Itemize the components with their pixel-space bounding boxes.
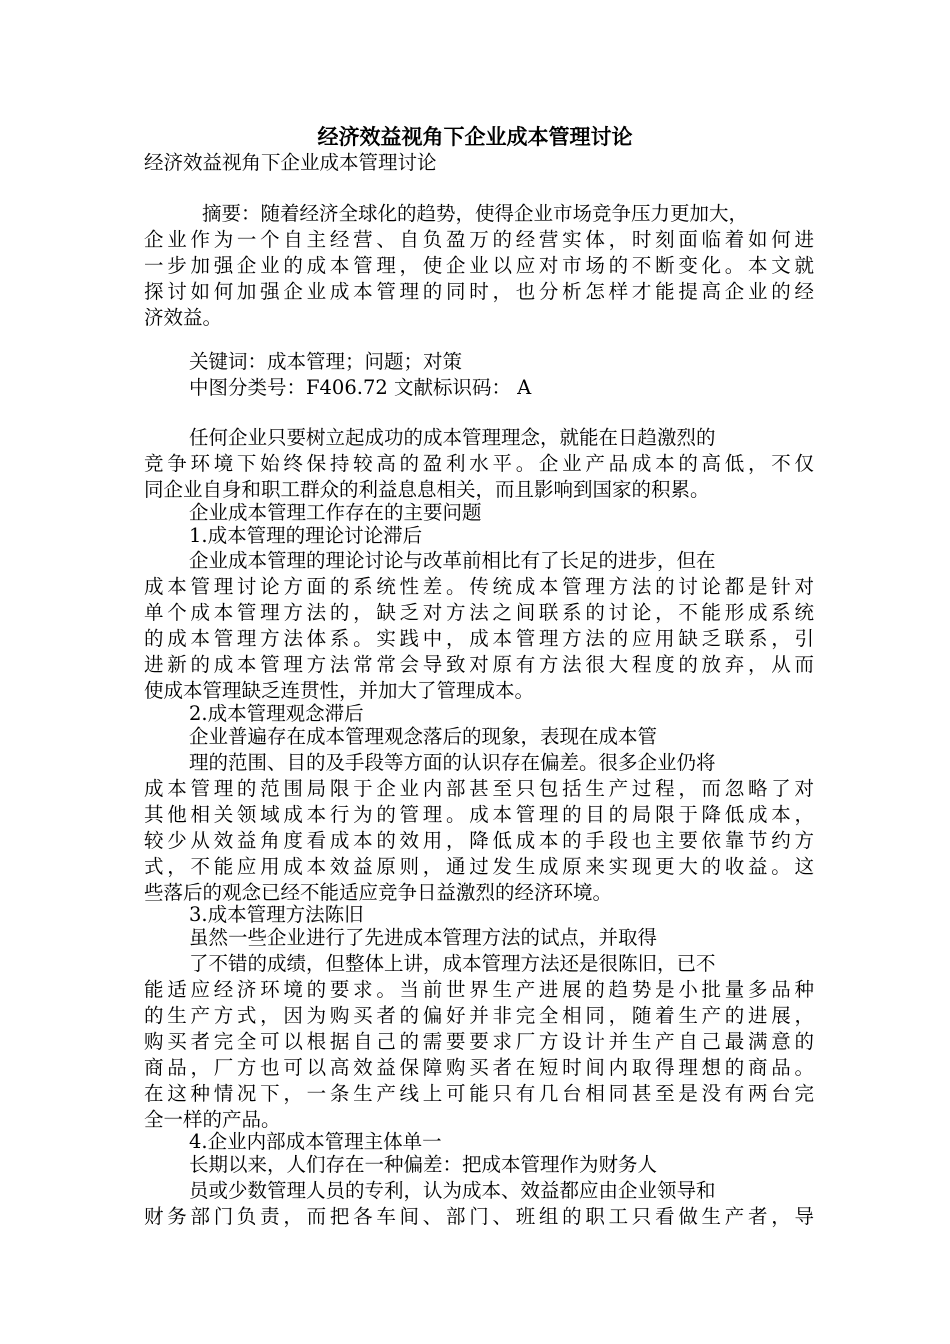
body-line: 在这种情况下，一条生产线上可能只有几台相同甚至是没有两台完 xyxy=(144,1082,814,1105)
body-line: 购买者完全可以根据自己的需要要求厂方设计并生产自己最满意的 xyxy=(144,1030,814,1053)
body-line: 财务部门负责，而把各车间、部门、班组的职工只看做生产者，导 xyxy=(144,1205,814,1228)
body-line: 单个成本管理方法的，缺乏对方法之间联系的讨论，不能形成系统 xyxy=(144,601,814,624)
body-line: 同企业自身和职工群众的利益息息相关，而且影响到国家的积累。 xyxy=(144,478,710,501)
subtitle-line: 经济效益视角下企业成本管理讨论 xyxy=(144,151,437,174)
body-line: 理的范围、目的及手段等方面的认识存在偏差。很多企业仍将 xyxy=(189,751,716,774)
abstract-line: 企业作为一个自主经营、自负盈万的经营实体，时刻面临着如何进 xyxy=(144,228,814,251)
classification-line: 中图分类号：F406.72 文献标识码： A xyxy=(189,376,532,399)
section-heading: 1.成本管理的理论讨论滞后 xyxy=(189,524,423,547)
body-line: 任何企业只要树立起成功的成本管理理念，就能在日趋激烈的 xyxy=(189,426,716,449)
body-line: 的生产方式，因为购买者的偏好并非完全相同，随着生产的进展， xyxy=(144,1004,814,1027)
section-heading: 3.成本管理方法陈旧 xyxy=(189,903,364,926)
body-line: 能适应经济环境的要求。当前世界生产进展的趋势是小批量多品种 xyxy=(144,978,814,1001)
abstract-line: 摘要：随着经济全球化的趋势，使得企业市场竞争压力更加大， xyxy=(202,202,749,225)
body-line: 企业成本管理的理论讨论与改革前相比有了长足的进步，但在 xyxy=(189,549,716,572)
body-line: 长期以来，人们存在一种偏差：把成本管理作为财务人 xyxy=(189,1153,658,1176)
body-line: 式，不能应用成本效益原则，通过发生成原来实现更大的收益。这 xyxy=(144,855,814,878)
body-line: 些落后的观念已经不能适应竞争日益激烈的经济环境。 xyxy=(144,881,613,904)
section-heading: 企业成本管理工作存在的主要问题 xyxy=(189,501,482,524)
body-line: 使成本管理缺乏连贯性，并加大了管理成本。 xyxy=(144,679,535,702)
body-line: 成本管理讨论方面的系统性差。传统成本管理方法的讨论都是针对 xyxy=(144,575,814,598)
body-line: 企业普遍存在成本管理观念落后的现象，表现在成本管 xyxy=(189,725,658,748)
section-heading: 4.企业内部成本管理主体单一 xyxy=(189,1130,442,1153)
body-line: 进新的成本管理方法常常会导致对原有方法很大程度的放弃，从而 xyxy=(144,653,814,676)
body-line: 的成本管理方法体系。实践中，成本管理方法的应用缺乏联系，引 xyxy=(144,627,814,650)
body-line: 了不错的成绩，但整体上讲，成本管理方法还是很陈旧，已不 xyxy=(189,952,716,975)
body-line: 虽然一些企业进行了先进成本管理方法的试点，并取得 xyxy=(189,926,658,949)
body-line: 其他相关领域成本行为的管理。成本管理的目的局限于降低成本， xyxy=(144,803,814,826)
body-line: 竞争环境下始终保持较高的盈利水平。企业产品成本的高低，不仅 xyxy=(144,452,814,475)
section-heading: 2.成本管理观念滞后 xyxy=(189,702,364,725)
keywords-line: 关键词：成本管理；问题；对策 xyxy=(189,350,463,373)
abstract-line: 探讨如何加强企业成本管理的同时，也分析怎样才能提高企业的经 xyxy=(144,280,814,303)
body-line: 成本管理的范围局限于企业内部甚至只包括生产过程，而忽略了对 xyxy=(144,777,814,800)
abstract-line: 济效益。 xyxy=(144,306,223,329)
body-line: 较少从效益角度看成本的效用，降低成本的手段也主要依靠节约方 xyxy=(144,829,814,852)
document-title: 经济效益视角下企业成本管理讨论 xyxy=(317,125,633,149)
body-line: 全一样的产品。 xyxy=(144,1108,281,1131)
abstract-line: 一步加强企业的成本管理，使企业以应对市场的不断变化。本文就 xyxy=(144,254,814,277)
body-line: 商品，厂方也可以高效益保障购买者在短时间内取得理想的商品。 xyxy=(144,1056,814,1079)
body-line: 员或少数管理人员的专利，认为成本、效益都应由企业领导和 xyxy=(189,1179,716,1202)
